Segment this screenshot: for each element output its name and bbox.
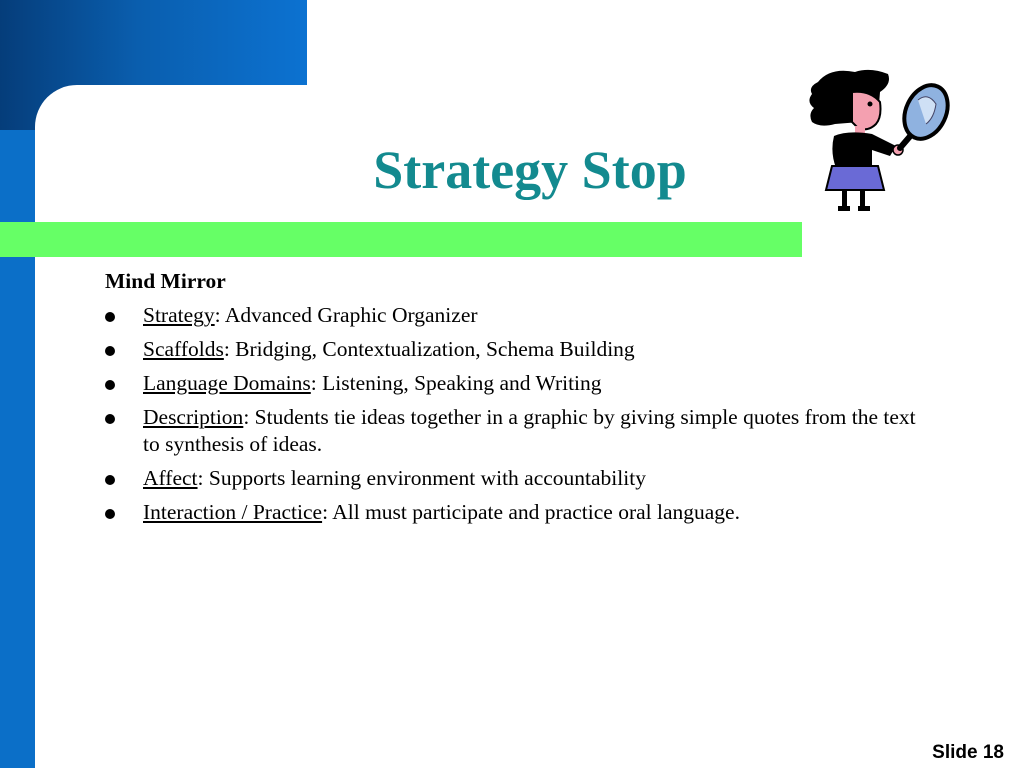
bullet-term: Affect bbox=[143, 466, 198, 490]
bullet-term: Language Domains bbox=[143, 371, 311, 395]
bullet-term: Description bbox=[143, 405, 244, 429]
slide-body bbox=[105, 268, 935, 533]
slide-title: Strategy Stop bbox=[373, 140, 687, 200]
bullet-dot-icon bbox=[105, 509, 115, 519]
bullet-dot-icon bbox=[105, 475, 115, 485]
bullet-text: : Advanced Graphic Organizer bbox=[214, 303, 478, 327]
girl-with-magnifying-glass-clipart bbox=[800, 62, 960, 217]
subheading: Mind Mirror bbox=[105, 269, 226, 293]
bullet-text: : All must participate and practice oral language. bbox=[322, 500, 740, 524]
bullet-list bbox=[105, 302, 935, 526]
bullet-text: : Students tie ideas together in a graphic by giving simple quotes from the text to synthesis of ideas. bbox=[143, 405, 916, 456]
slide-number: Slide 18 bbox=[932, 742, 1004, 763]
bullet-text: : Bridging, Contextualization, Schema Building bbox=[223, 337, 635, 361]
bullet-text: : Supports learning environment with accountability bbox=[197, 466, 646, 490]
bullet-term: Scaffolds bbox=[143, 337, 224, 361]
list-item bbox=[105, 336, 935, 363]
bullet-dot-icon bbox=[105, 380, 115, 390]
list-item bbox=[105, 465, 935, 492]
accent-bar bbox=[0, 222, 802, 257]
list-item bbox=[105, 404, 935, 458]
bullet-dot-icon bbox=[105, 346, 115, 356]
list-item bbox=[105, 499, 935, 526]
list-item bbox=[105, 302, 935, 329]
bullet-dot-icon bbox=[105, 414, 115, 424]
bullet-term: Interaction / Practice bbox=[143, 500, 323, 524]
bullet-dot-icon bbox=[105, 312, 115, 322]
bullet-text: : Listening, Speaking and Writing bbox=[310, 371, 602, 395]
bullet-term: Strategy bbox=[143, 303, 215, 327]
list-item bbox=[105, 370, 935, 397]
